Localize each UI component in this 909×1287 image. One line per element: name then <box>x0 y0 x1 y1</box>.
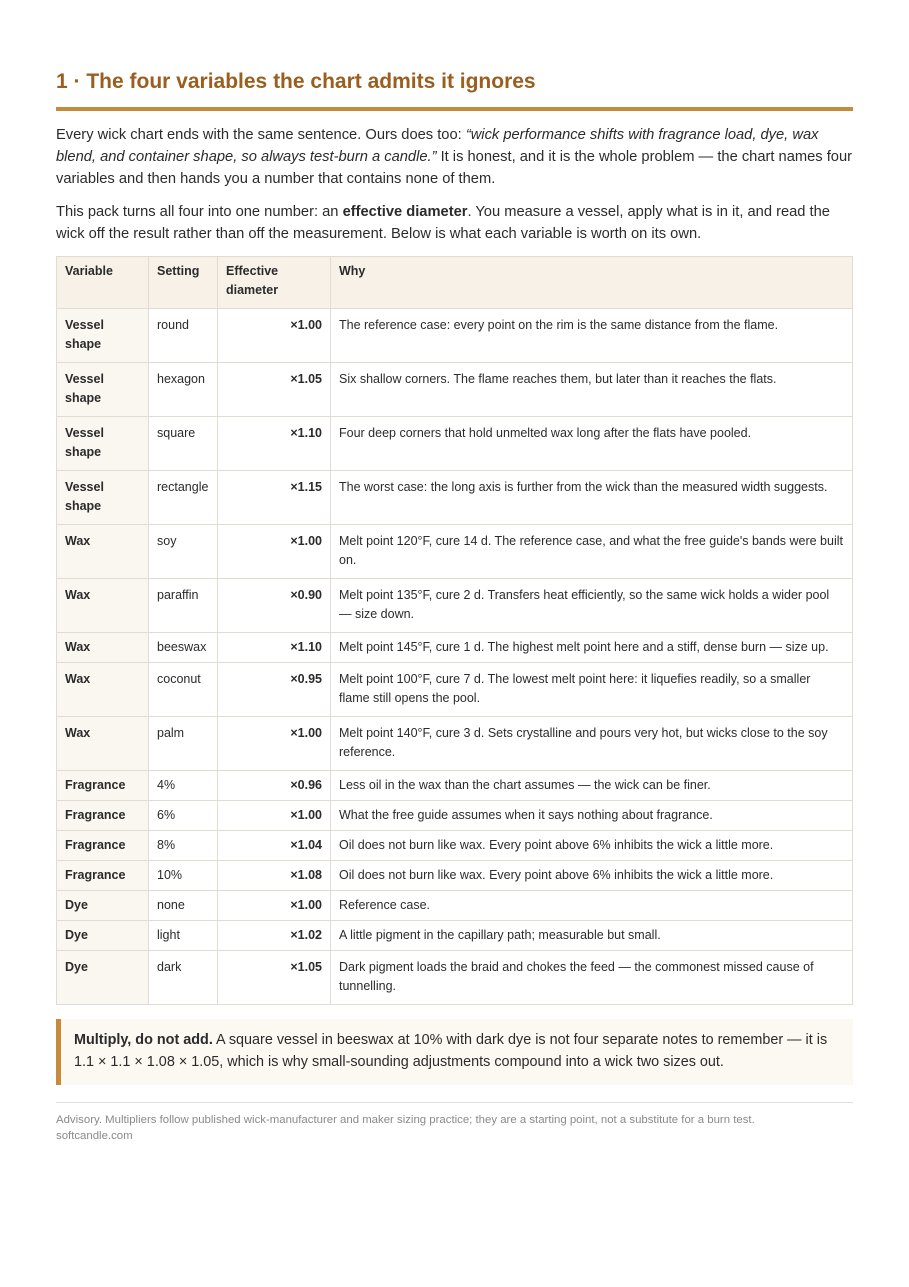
header-effective-diameter: Effective diameter <box>218 257 331 309</box>
intro-tail: It is honest, and it is the whole problem — the chart names four variables and then hands you a number that contains none of them. <box>56 149 853 187</box>
table-row <box>57 921 853 951</box>
multiplier-cell: ×1.05 <box>218 363 331 417</box>
variable-cell: Vessel shape <box>57 309 149 363</box>
variable-cell: Vessel shape <box>57 363 149 417</box>
setting-cell: hexagon <box>149 363 218 417</box>
variable-cell: Dye <box>57 921 149 951</box>
why-cell: Less oil in the wax than the chart assumes — the wick can be finer. <box>331 771 853 801</box>
site-name: softcandle.com <box>56 1130 133 1142</box>
setting-cell: 8% <box>149 831 218 861</box>
table-row <box>57 891 853 921</box>
table-row <box>57 831 853 861</box>
table-row <box>57 771 853 801</box>
setting-cell: soy <box>149 525 218 579</box>
multiplier-cell: ×0.96 <box>218 771 331 801</box>
method-term: effective diameter <box>342 204 468 220</box>
table-row <box>57 633 853 663</box>
method-tail: . You measure a vessel, apply what is in it, and read the wick off the result rather than off the measurement. Below is what each variable is worth on its own. <box>56 204 830 242</box>
variable-cell: Dye <box>57 891 149 921</box>
setting-cell: square <box>149 417 218 471</box>
why-cell: What the free guide assumes when it says nothing about fragrance. <box>331 801 853 831</box>
multiplier-cell: ×0.90 <box>218 579 331 633</box>
setting-cell: round <box>149 309 218 363</box>
callout-text: A square vessel in beeswax at 10% with dark dye is not four separate notes to remember — it is 1.1 × 1.1 × 1.08 × 1.05, which is why small-sounding adjustments compound into a wick two sizes out. <box>74 1032 828 1070</box>
setting-cell: paraffin <box>149 579 218 633</box>
variable-cell: Dye <box>57 951 149 1005</box>
multiplier-cell: ×0.95 <box>218 663 331 717</box>
setting-cell: coconut <box>149 663 218 717</box>
why-cell: Melt point 140°F, cure 3 d. Sets crystalline and pours very hot, but wicks close to the soy reference. <box>331 717 853 771</box>
table-row <box>57 861 853 891</box>
footer <box>56 1102 853 1144</box>
setting-cell: none <box>149 891 218 921</box>
multiplier-cell: ×1.00 <box>218 309 331 363</box>
setting-cell: dark <box>149 951 218 1005</box>
callout-heading: Multiply, do not add. <box>74 1032 213 1048</box>
multiplier-cell: ×1.00 <box>218 891 331 921</box>
table-row <box>57 663 853 717</box>
table-row <box>57 417 853 471</box>
multiplier-cell: ×1.15 <box>218 471 331 525</box>
why-cell: Oil does not burn like wax. Every point above 6% inhibits the wick a little more. <box>331 861 853 891</box>
table-row <box>57 579 853 633</box>
table-row <box>57 717 853 771</box>
multiply-callout <box>56 1019 853 1085</box>
why-cell: Dark pigment loads the braid and chokes the feed — the commonest missed cause of tunnelling. <box>331 951 853 1005</box>
setting-cell: palm <box>149 717 218 771</box>
variable-cell: Fragrance <box>57 771 149 801</box>
table-row <box>57 309 853 363</box>
setting-cell: light <box>149 921 218 951</box>
multiplier-cell: ×1.05 <box>218 951 331 1005</box>
setting-cell: 4% <box>149 771 218 801</box>
multiplier-cell: ×1.00 <box>218 717 331 771</box>
setting-cell: beeswax <box>149 633 218 663</box>
why-cell: A little pigment in the capillary path; measurable but small. <box>331 921 853 951</box>
why-cell: Four deep corners that hold unmelted wax long after the flats have pooled. <box>331 417 853 471</box>
variable-cell: Vessel shape <box>57 417 149 471</box>
header-why: Why <box>331 257 853 309</box>
page <box>56 0 853 1144</box>
method-lead: This pack turns all four into one number: an <box>56 204 343 220</box>
intro-lead: Every wick chart ends with the same sentence. Ours does too: <box>56 127 466 143</box>
multiplier-table <box>56 256 853 1005</box>
variable-cell: Fragrance <box>57 831 149 861</box>
table-row <box>57 471 853 525</box>
why-cell: Reference case. <box>331 891 853 921</box>
table-header-row <box>57 257 853 309</box>
setting-cell: 6% <box>149 801 218 831</box>
setting-cell: 10% <box>149 861 218 891</box>
table-row <box>57 525 853 579</box>
multiplier-cell: ×1.00 <box>218 525 331 579</box>
variable-cell: Wax <box>57 579 149 633</box>
header-variable: Variable <box>57 257 149 309</box>
variable-cell: Fragrance <box>57 861 149 891</box>
multiplier-cell: ×1.08 <box>218 861 331 891</box>
intro-paragraph <box>56 124 853 190</box>
variable-cell: Wax <box>57 633 149 663</box>
table-row <box>57 363 853 417</box>
why-cell: Melt point 120°F, cure 14 d. The reference case, and what the free guide's bands were built on. <box>331 525 853 579</box>
table-row <box>57 951 853 1005</box>
table-row <box>57 801 853 831</box>
why-cell: Six shallow corners. The flame reaches them, but later than it reaches the flats. <box>331 363 853 417</box>
multiplier-cell: ×1.10 <box>218 417 331 471</box>
variable-cell: Vessel shape <box>57 471 149 525</box>
why-cell: Melt point 135°F, cure 2 d. Transfers heat efficiently, so the same wick holds a wider pool — size down. <box>331 579 853 633</box>
multiplier-cell: ×1.02 <box>218 921 331 951</box>
variable-cell: Wax <box>57 717 149 771</box>
header-setting: Setting <box>149 257 218 309</box>
why-cell: The reference case: every point on the rim is the same distance from the flame. <box>331 309 853 363</box>
chart-quote: “wick performance shifts with fragrance load, dye, wax blend, and container shape, so always test-burn a candle.” <box>56 127 819 165</box>
why-cell: Oil does not burn like wax. Every point above 6% inhibits the wick a little more. <box>331 831 853 861</box>
why-cell: The worst case: the long axis is further from the wick than the measured width suggests. <box>331 471 853 525</box>
multiplier-cell: ×1.10 <box>218 633 331 663</box>
multiplier-cell: ×1.04 <box>218 831 331 861</box>
why-cell: Melt point 100°F, cure 7 d. The lowest melt point here: it liquefies readily, so a smaller flame still opens the pool. <box>331 663 853 717</box>
setting-cell: rectangle <box>149 471 218 525</box>
method-paragraph <box>56 201 853 245</box>
variable-cell: Wax <box>57 663 149 717</box>
why-cell: Melt point 145°F, cure 1 d. The highest melt point here and a stiff, dense burn — size up. <box>331 633 853 663</box>
variable-cell: Fragrance <box>57 801 149 831</box>
section-title: 1 · The four variables the chart admits it ignores <box>56 68 853 111</box>
advisory-note: Advisory. Multipliers follow published wick-manufacturer and maker sizing practice; they are a starting point, not a substitute for a burn test. <box>56 1114 755 1126</box>
variable-cell: Wax <box>57 525 149 579</box>
multiplier-cell: ×1.00 <box>218 801 331 831</box>
